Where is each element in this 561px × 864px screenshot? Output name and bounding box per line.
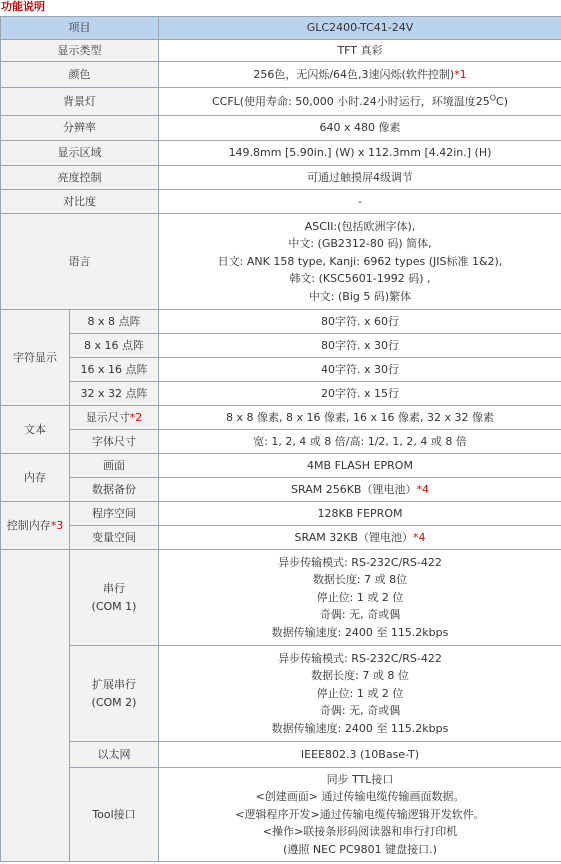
footnote-marker: *4 — [416, 482, 429, 496]
language-line: ASCII:(包括欧洲字体), — [304, 219, 416, 233]
group-label: 内存 — [1, 454, 70, 502]
sub-label: 8 x 16 点阵 — [70, 334, 159, 358]
table-row — [1, 141, 561, 166]
row-value: 8 x 8 像素, 8 x 16 像素, 16 x 16 像素, 32 x 32 像素 — [159, 406, 561, 430]
tool-line: <创建画面> 通过传输电缆传输画面数据。 — [255, 790, 465, 804]
row-value: 128KB FEPROM — [159, 502, 561, 526]
interface-group — [1, 550, 70, 862]
row-value — [159, 478, 561, 502]
sub-label: 16 x 16 点阵 — [70, 358, 159, 382]
sub-label: Tool接口 — [70, 768, 159, 862]
backlight-unit: C) — [496, 94, 509, 108]
sub-label: 以太网 — [70, 742, 159, 768]
footnote-marker: *4 — [412, 530, 426, 544]
spec-table — [0, 16, 561, 862]
row-label: 背景灯 — [1, 88, 159, 116]
row-value: 宽: 1, 2, 4 或 8 倍/高: 1/2, 1, 2, 4 或 8 倍 — [159, 430, 561, 454]
tool-line: <逻辑程序开发>通过传输电缆传输逻辑开发软件。 — [235, 807, 485, 821]
footnote-marker: *1 — [454, 67, 467, 81]
footnote-marker: *3 — [50, 518, 64, 532]
serial-line: 数据长度: 7 或 8位 — [312, 573, 408, 587]
table-row — [1, 40, 561, 62]
row-value: 149.8mm [5.90in.] (W) x 112.3mm [4.42in.] (H) — [159, 141, 561, 166]
table-row — [1, 406, 561, 430]
tool-line: <操作>联接条形码阅读器和串行打印机 — [262, 825, 458, 839]
row-label: 显示类型 — [1, 40, 159, 62]
table-row — [1, 334, 561, 358]
row-value: - — [159, 190, 561, 214]
row-value: 80字符. x 30行 — [159, 334, 561, 358]
row-value: 可通过触摸屏4级调节 — [159, 166, 561, 190]
table-row — [1, 214, 561, 310]
table-row — [1, 166, 561, 190]
language-line: 中文: (Big 5 码)繁体 — [308, 289, 412, 303]
serial-port: (COM 1) — [91, 599, 137, 613]
row-value — [159, 526, 561, 550]
sub-label — [70, 646, 159, 742]
ext-serial-line: 停止位: 1 或 2 位 — [316, 686, 404, 700]
table-row — [1, 358, 561, 382]
sub-label: 32 x 32 点阵 — [70, 382, 159, 406]
row-value — [159, 62, 561, 88]
table-row — [1, 310, 561, 334]
ext-serial-line: 数据长度: 7 或 8 位 — [311, 669, 409, 683]
row-value: 80字符. x 60行 — [159, 310, 561, 334]
row-value — [159, 214, 561, 310]
row-value — [159, 88, 561, 116]
footnote-marker: *2 — [129, 410, 143, 424]
color-value: 256色，无闪烁/64色,3速闪烁(软件控制) — [253, 67, 455, 81]
table-row — [1, 550, 561, 646]
header-model: GLC2400-TC41-24V — [159, 17, 561, 40]
table-row — [1, 116, 561, 141]
row-value — [159, 768, 561, 862]
tool-line: (遵照 NEC PC9801 键盘接口.) — [283, 842, 437, 856]
ext-serial-port: (COM 2) — [91, 695, 137, 709]
table-row — [1, 768, 561, 862]
backlight-value: CCFL(使用寿命: 50,000 小时.24小时运行，环境温度25 — [211, 94, 490, 108]
group-label — [1, 502, 70, 550]
serial-line: 数据传输速度: 2400 至 115.2kbps — [271, 625, 449, 639]
table-row — [1, 646, 561, 742]
section-title: 功能说明 — [1, 0, 45, 13]
row-label: 语言 — [1, 214, 159, 310]
row-value — [159, 550, 561, 646]
ctrl-memory-label: 控制内存 — [6, 518, 51, 532]
backup-value: SRAM 256KB（锂电池） — [291, 482, 417, 496]
serial-line: 异步传输模式: RS-232C/RS-422 — [278, 555, 442, 569]
header-label: 项目 — [1, 17, 159, 40]
row-value: 20字符. x 15行 — [159, 382, 561, 406]
table-row — [1, 382, 561, 406]
sub-label — [70, 406, 159, 430]
sub-label: 程序空间 — [70, 502, 159, 526]
group-label: 文本 — [1, 406, 70, 454]
sub-label: 画面 — [70, 454, 159, 478]
size-label: 显示尺寸 — [85, 410, 130, 424]
row-value: 4MB FLASH EPROM — [159, 454, 561, 478]
ext-serial-line: 数据传输速度: 2400 至 115.2kbps — [271, 721, 449, 735]
language-line: 日文: ANK 158 type, Kanji: 6962 types (JIS标准 1&2), — [217, 254, 503, 268]
sub-label: 变量空间 — [70, 526, 159, 550]
row-label: 显示区域 — [1, 141, 159, 166]
serial-label: 串行 — [103, 582, 125, 595]
language-line: 韩文: (KSC5601-1992 码) , — [289, 272, 431, 286]
language-line: 中文: (GB2312-80 码) 简体, — [288, 237, 432, 251]
table-row — [1, 88, 561, 116]
sub-label: 字体尺寸 — [70, 430, 159, 454]
table-row — [1, 742, 561, 768]
table-row — [1, 190, 561, 214]
sub-label — [70, 550, 159, 646]
row-label: 亮度控制 — [1, 166, 159, 190]
ext-serial-line: 奇偶: 无, 奇或偶 — [319, 704, 401, 718]
row-value: TFT 真彩 — [159, 40, 561, 62]
table-row — [1, 62, 561, 88]
row-value — [159, 646, 561, 742]
table-row — [1, 430, 561, 454]
serial-line: 停止位: 1 或 2 位 — [316, 590, 404, 604]
table-row — [1, 454, 561, 478]
row-label: 颜色 — [1, 62, 159, 88]
table-header-row — [1, 17, 561, 40]
row-label: 对比度 — [1, 190, 159, 214]
ext-serial-label: 扩展串行 — [92, 678, 136, 691]
sub-label: 数据备份 — [70, 478, 159, 502]
table-row — [1, 478, 561, 502]
serial-line: 奇偶: 无, 奇或偶 — [319, 608, 401, 622]
var-value: SRAM 32KB（锂电池） — [294, 530, 413, 544]
row-label: 分辨率 — [1, 116, 159, 141]
row-value: 640 x 480 像素 — [159, 116, 561, 141]
table-row — [1, 502, 561, 526]
row-value: 40字符. x 30行 — [159, 358, 561, 382]
tool-line: 同步 TTL接口 — [326, 772, 394, 786]
row-value: IEEE802.3 (10Base-T) — [159, 742, 561, 768]
sub-label: 8 x 8 点阵 — [70, 310, 159, 334]
group-label: 字符显示 — [1, 310, 70, 406]
ext-serial-line: 异步传输模式: RS-232C/RS-422 — [278, 651, 442, 665]
table-row — [1, 526, 561, 550]
degree-superscript: O — [489, 93, 497, 103]
